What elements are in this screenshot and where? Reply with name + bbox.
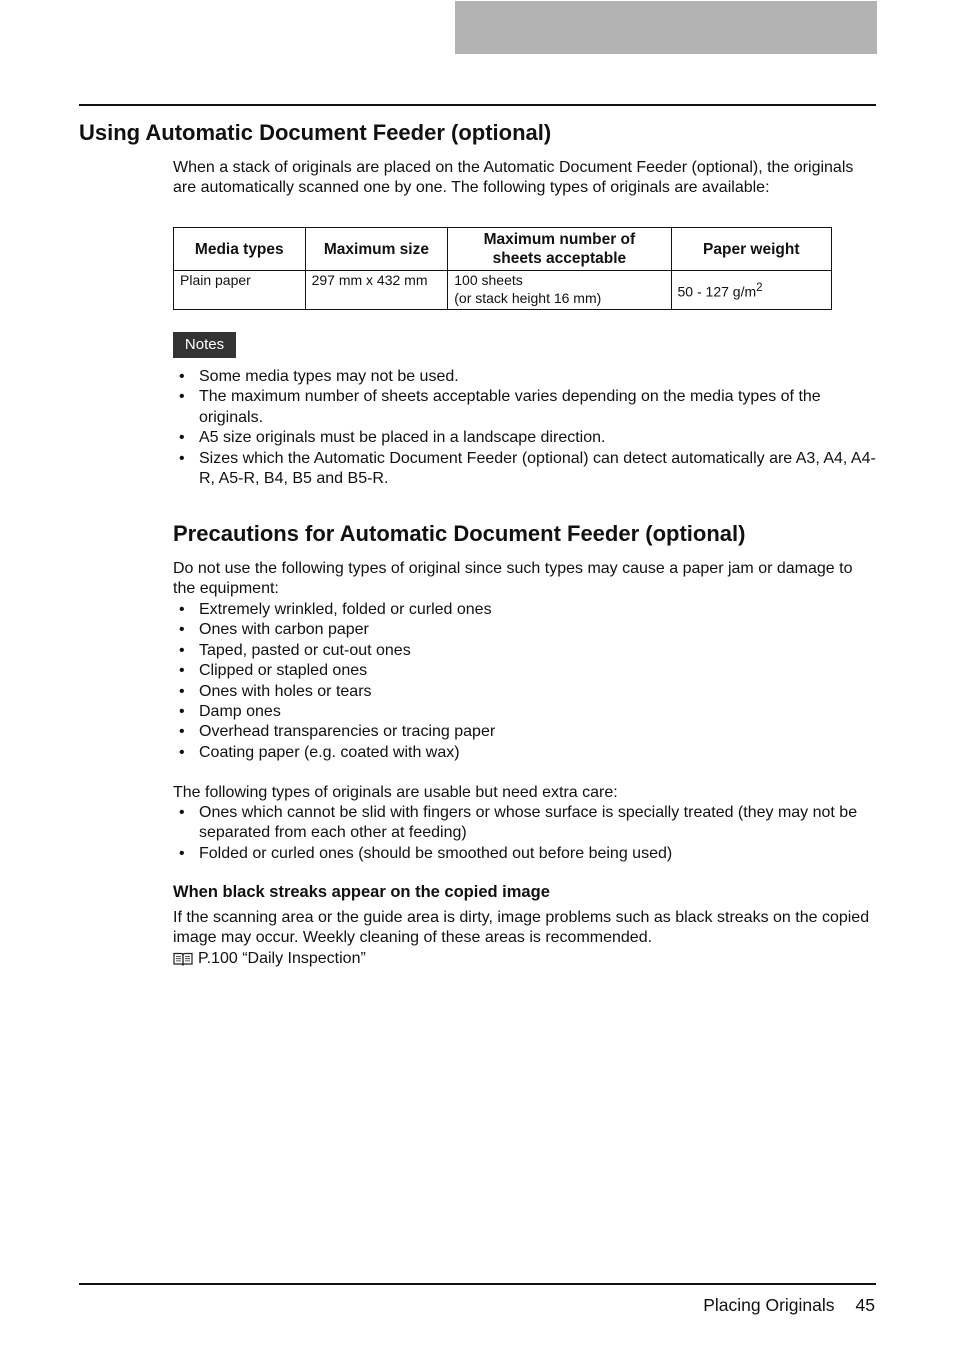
list-item: • Ones with holes or tears bbox=[173, 682, 878, 702]
table-row bbox=[174, 271, 832, 310]
header-tab-bar bbox=[455, 1, 877, 54]
daily-inspection-reference[interactable] bbox=[173, 949, 366, 969]
list-item: • Extremely wrinkled, folded or curled ones bbox=[173, 600, 878, 620]
list-item: • Some media types may not be used. bbox=[173, 367, 878, 387]
list-item: • Sizes which the Automatic Document Feeder (optional) can detect automatically are A3, A4, A4-R, A5-R, B4, B5 and B5-R. bbox=[173, 449, 878, 490]
list-item: • The maximum number of sheets acceptable varies depending on the media types of the originals. bbox=[173, 387, 878, 428]
list-item: • Ones which cannot be slid with fingers or whose surface is specially treated (they may not be separated from each other at feeding) bbox=[173, 803, 878, 844]
list-item: • Taped, pasted or cut-out ones bbox=[173, 641, 878, 661]
cell-sheets: 100 sheets (or stack height 16 mm) bbox=[448, 271, 671, 310]
header-max-size: Maximum size bbox=[305, 228, 448, 271]
cell-media: Plain paper bbox=[174, 271, 306, 310]
streaks-body: If the scanning area or the guide area is dirty, image problems such as black streaks on the copied image may occur. Weekly cleaning of these areas is recommended. bbox=[173, 909, 870, 947]
header-media-types: Media types bbox=[174, 228, 306, 271]
list-item: • Folded or curled ones (should be smoothed out before being used) bbox=[173, 844, 878, 864]
streaks-heading: When black streaks appear on the copied image bbox=[173, 883, 550, 901]
book-icon bbox=[173, 951, 193, 967]
section-title-adf: Using Automatic Document Feeder (optional) bbox=[79, 120, 552, 145]
page-footer bbox=[703, 1295, 875, 1316]
list-item: • Ones with carbon paper bbox=[173, 620, 878, 640]
list-item: • Damp ones bbox=[173, 702, 878, 722]
cell-size: 297 mm x 432 mm bbox=[305, 271, 448, 310]
notes-list bbox=[173, 367, 878, 489]
care-intro: The following types of originals are usable but need extra care: bbox=[173, 784, 618, 801]
notes-badge: Notes bbox=[173, 332, 236, 358]
care-list bbox=[173, 803, 878, 864]
page-number: 45 bbox=[855, 1295, 875, 1315]
adf-intro: When a stack of originals are placed on the Automatic Document Feeder (optional), the originals are automatically scanned one by one. The following types of originals are available: bbox=[173, 159, 854, 197]
originals-spec-table bbox=[173, 227, 832, 310]
header-paper-weight: Paper weight bbox=[671, 228, 831, 271]
list-item: • Overhead transparencies or tracing paper bbox=[173, 722, 878, 742]
list-item: • Coating paper (e.g. coated with wax) bbox=[173, 743, 878, 763]
list-item: • A5 size originals must be placed in a landscape direction. bbox=[173, 428, 878, 448]
bottom-rule bbox=[79, 1283, 876, 1285]
avoid-list bbox=[173, 600, 878, 763]
footer-section-name: Placing Originals bbox=[703, 1295, 835, 1315]
list-item: • Clipped or stapled ones bbox=[173, 661, 878, 681]
precautions-intro: Do not use the following types of original since such types may cause a paper jam or damage to the equipment: bbox=[173, 560, 853, 598]
table-header-row bbox=[174, 228, 832, 271]
top-rule bbox=[79, 104, 876, 106]
section-title-precautions: Precautions for Automatic Document Feeder (optional) bbox=[173, 521, 746, 546]
header-max-sheets: Maximum number of sheets acceptable bbox=[448, 228, 671, 271]
cell-weight: 50 - 127 $g/m^2$ bbox=[671, 271, 831, 310]
reference-text[interactable]: P.100 “Daily Inspection” bbox=[198, 950, 366, 967]
